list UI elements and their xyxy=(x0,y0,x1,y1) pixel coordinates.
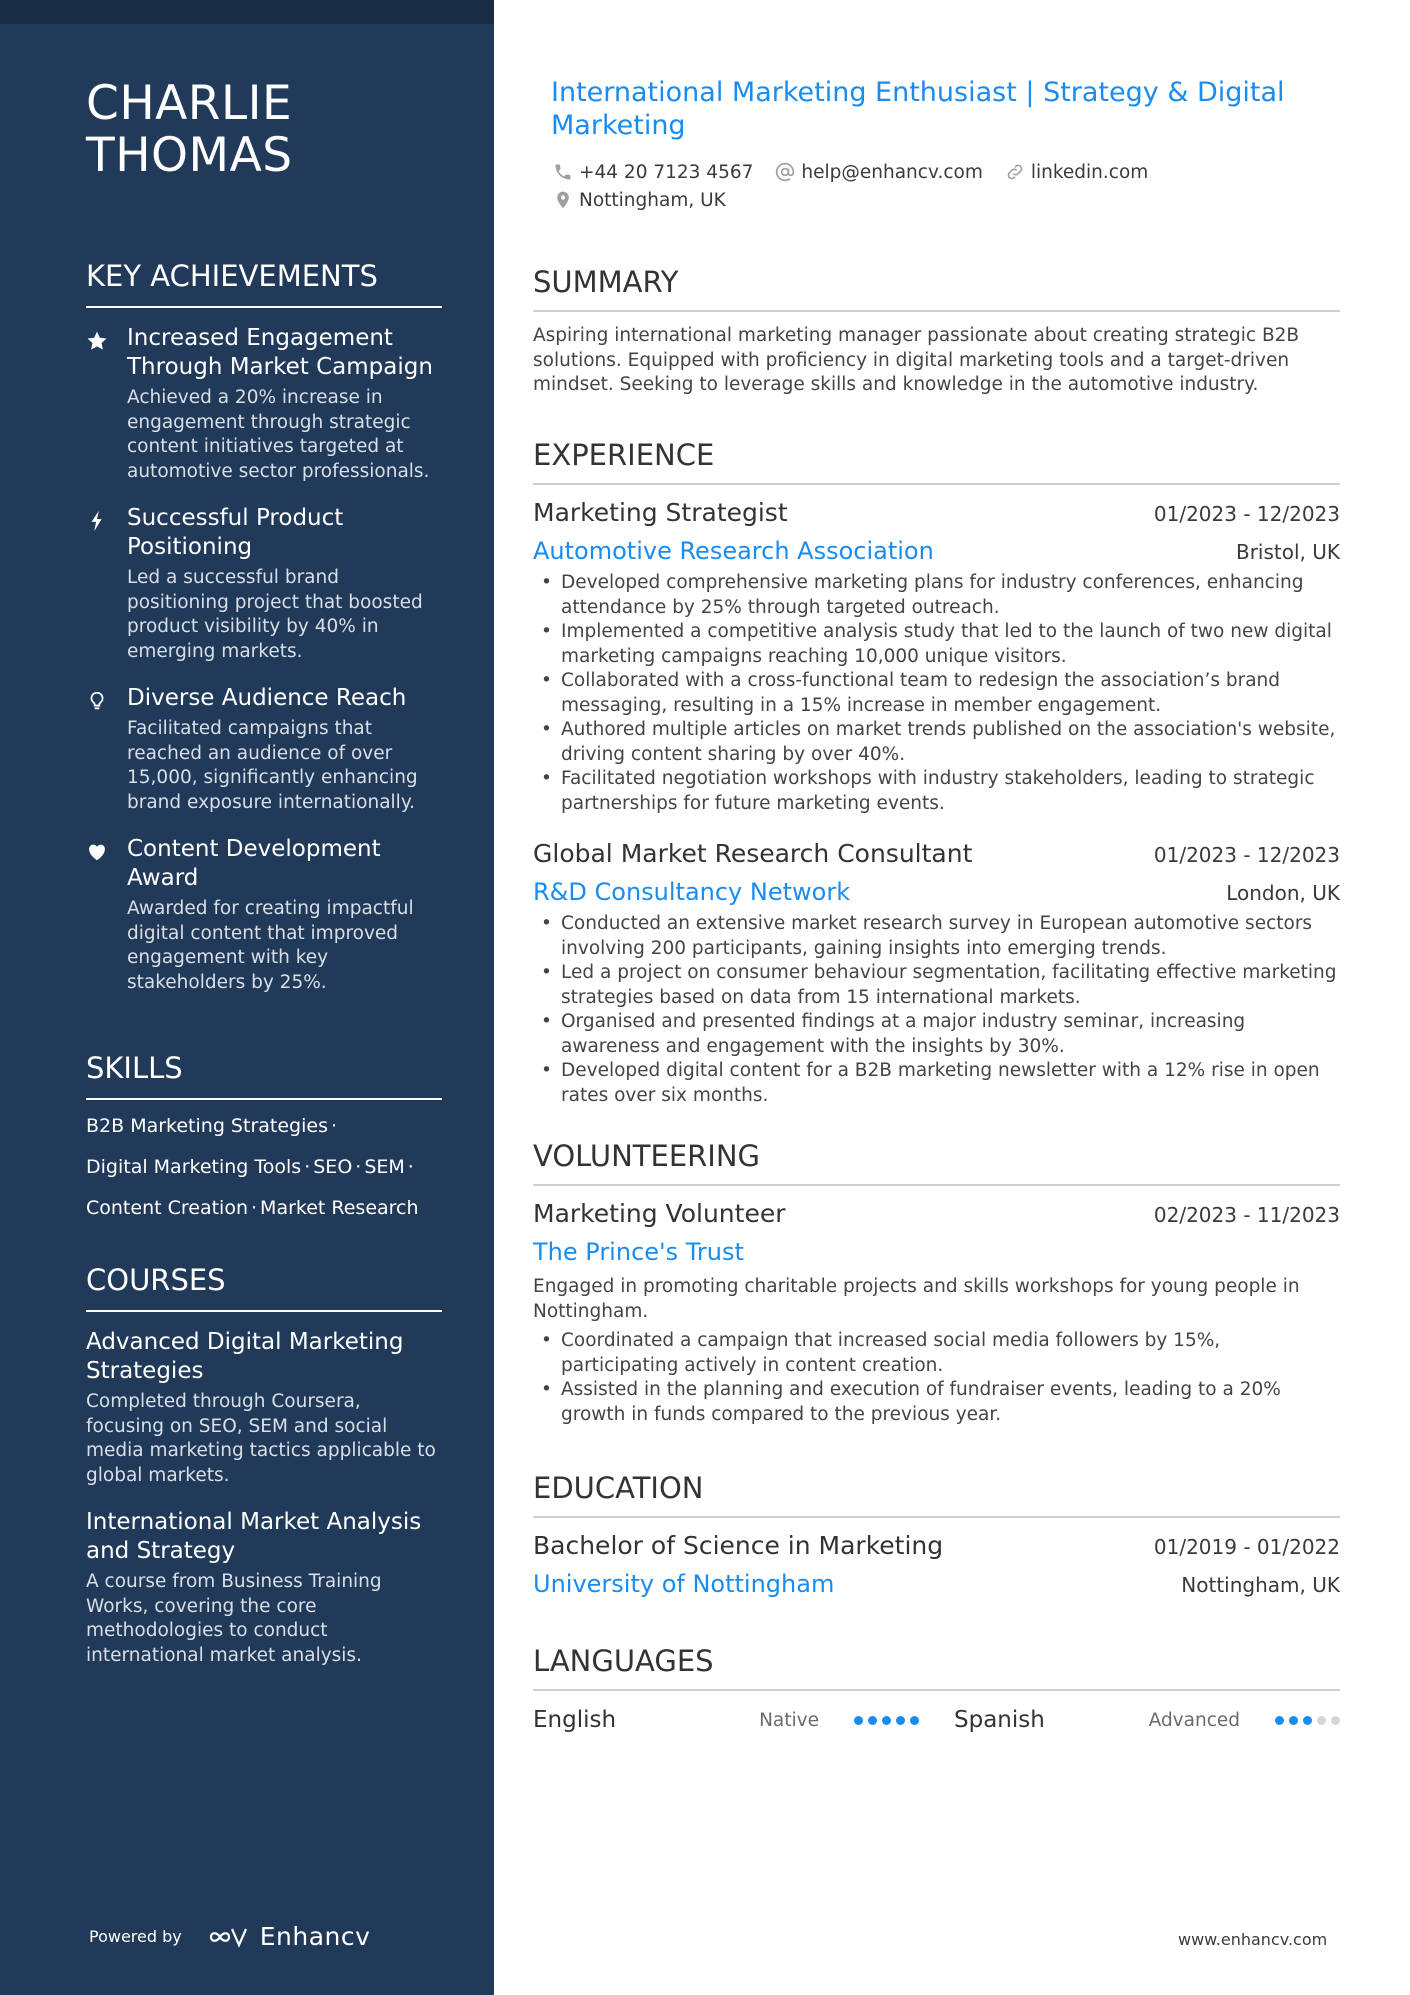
skill-item: Market Research xyxy=(260,1197,419,1219)
courses-section xyxy=(86,1262,442,1688)
course-title: International Market Analysis and Strategy xyxy=(86,1509,422,1564)
powered-by xyxy=(89,1922,370,1951)
email-contact[interactable] xyxy=(775,162,982,183)
name-first: CHARLIE xyxy=(86,76,293,131)
contact-info xyxy=(553,158,1333,214)
phone-contact[interactable] xyxy=(553,162,753,183)
job-dates: 01/2023 - 12/2023 xyxy=(1153,843,1340,867)
location-pin-icon xyxy=(553,190,573,210)
phone-text: +44 20 7123 4567 xyxy=(579,161,754,183)
job-company: R&D Consultancy Network xyxy=(533,878,851,906)
experience-title: EXPERIENCE xyxy=(533,437,1340,485)
course-title: Advanced Digital Marketing Strategies xyxy=(86,1329,404,1384)
achievement-item xyxy=(86,324,442,484)
volunteer-entry xyxy=(533,1198,1340,1427)
name-last: THOMAS xyxy=(86,128,293,183)
headline: International Marketing Enthusiast | Strategy & Digital Marketing xyxy=(551,77,1285,141)
volunteer-role: Marketing Volunteer xyxy=(533,1199,786,1228)
star-icon xyxy=(86,330,108,352)
job-role: Marketing Strategist xyxy=(533,498,788,527)
job-entry xyxy=(533,497,1340,816)
bullet-item: • Authored multiple articles on market trends published on the association's website, driving content sharing by over 40%. xyxy=(533,718,1340,767)
achievement-item xyxy=(86,684,442,815)
job-bullets xyxy=(533,912,1340,1108)
achievement-desc: Awarded for creating impactful digital content that improved engagement with key stakeholders by 25%. xyxy=(127,898,414,993)
lightbulb-icon xyxy=(86,690,108,712)
education-section xyxy=(533,1470,1340,1621)
bullet-item: • Collaborated with a cross-functional team to redesign the association’s brand messaging, resulting in a 15% increase in member engagement. xyxy=(533,669,1340,718)
experience-section xyxy=(533,437,1340,1130)
skill-item: SEM xyxy=(364,1156,405,1178)
volunteering-section xyxy=(533,1138,1340,1449)
contact-row xyxy=(553,158,1333,186)
education-entry xyxy=(533,1530,1340,1599)
education-location: Nottingham, UK xyxy=(1181,1573,1340,1597)
achievement-title: Increased Engagement Through Market Campaign xyxy=(127,325,433,380)
proficiency-dot-filled xyxy=(868,1716,877,1725)
skill-separator: · xyxy=(251,1197,258,1219)
skills-title: SKILLS xyxy=(86,1050,442,1100)
proficiency-dot-filled xyxy=(1275,1716,1284,1725)
bullet-item: • Led a project on consumer behaviour segmentation, facilitating effective marketing strategies based on data from 15 international markets. xyxy=(533,961,1340,1010)
course-desc: A course from Business Training Works, covering the core methodologies to conduct international market analysis. xyxy=(86,1571,382,1666)
skill-line xyxy=(86,1196,442,1220)
achievement-title: Successful Product Positioning xyxy=(127,505,344,560)
course-item xyxy=(86,1328,442,1488)
skill-separator: · xyxy=(330,1115,338,1137)
enhancv-logo-text: Enhancv xyxy=(259,1922,371,1951)
sidebar xyxy=(0,0,494,1995)
education-title: EDUCATION xyxy=(533,1470,1340,1518)
skill-separator: · xyxy=(355,1156,362,1178)
linkedin-text: linkedin.com xyxy=(1030,161,1149,183)
language-item xyxy=(533,1707,919,1733)
bullet-item: • Coordinated a campaign that increased social media followers by 15%, participating actively in content creation. xyxy=(533,1329,1340,1378)
volunteer-bullets xyxy=(533,1329,1340,1427)
job-role: Global Market Research Consultant xyxy=(533,839,973,868)
language-dots xyxy=(1270,1716,1340,1725)
degree: Bachelor of Science in Marketing xyxy=(533,1531,944,1560)
achievement-desc: Led a successful brand positioning project that boosted product visibility by 40% in emerging markets. xyxy=(127,567,423,662)
sidebar-top-bar xyxy=(0,0,494,24)
language-dots xyxy=(849,1716,919,1725)
proficiency-dot-filled xyxy=(882,1716,891,1725)
achievement-item xyxy=(86,504,442,664)
location-text: Nottingham, UK xyxy=(579,189,726,211)
enhancv-logo[interactable] xyxy=(208,1922,371,1951)
job-entry xyxy=(533,838,1340,1108)
language-item xyxy=(954,1707,1340,1733)
lightning-icon xyxy=(86,510,108,532)
proficiency-dot-filled xyxy=(910,1716,919,1725)
achievements-section xyxy=(86,258,442,1015)
powered-by-label: Powered by xyxy=(89,1927,182,1946)
skill-separator: · xyxy=(407,1156,414,1178)
skill-line xyxy=(86,1114,442,1138)
location-contact xyxy=(553,190,726,211)
email-text: help@enhancv.com xyxy=(801,161,983,183)
courses-title: COURSES xyxy=(86,1262,442,1312)
bullet-item: • Conducted an extensive market research survey in European automotive sectors involving 200 participants, gaining insights into emerging trends. xyxy=(533,912,1340,961)
achievement-title: Diverse Audience Reach xyxy=(127,685,407,711)
course-item xyxy=(86,1508,442,1668)
proficiency-dot-empty xyxy=(1331,1716,1340,1725)
proficiency-dot-filled xyxy=(1303,1716,1312,1725)
skill-item: Content Creation xyxy=(86,1197,248,1219)
bullet-item: • Assisted in the planning and execution of fundraiser events, leading to a 20% growth in funds compared to the previous year. xyxy=(533,1378,1340,1427)
summary-text: Aspiring international marketing manager passionate about creating strategic B2B solutions. Equipped with proficiency in digital marketing tools and a target-driven mindset. Seeking to leverage skills and knowledge in the automotive industry. xyxy=(533,325,1300,395)
proficiency-dot-empty xyxy=(1317,1716,1326,1725)
enhancv-logo-icon xyxy=(208,1925,254,1949)
bullet-item: • Facilitated negotiation workshops with industry stakeholders, leading to strategic partnerships for future marketing events. xyxy=(533,767,1340,816)
skill-item: Digital Marketing Tools xyxy=(86,1156,302,1178)
volunteer-org: The Prince's Trust xyxy=(533,1238,744,1266)
bullet-item: • Developed comprehensive marketing plans for industry conferences, enhancing attendance by 25% through targeted outreach. xyxy=(533,571,1340,620)
achievement-desc: Facilitated campaigns that reached an audience of over 15,000, significantly enhancing brand exposure internationally. xyxy=(127,718,418,813)
languages-title: LANGUAGES xyxy=(533,1643,1340,1691)
website-link[interactable]: www.enhancv.com xyxy=(1178,1930,1328,1949)
achievement-desc: Achieved a 20% increase in engagement through strategic content initiatives targeted at automotive sector professionals. xyxy=(127,387,430,482)
candidate-name xyxy=(86,78,466,182)
volunteer-dates: 02/2023 - 11/2023 xyxy=(1153,1203,1340,1227)
language-name: English xyxy=(533,1707,617,1733)
job-bullets xyxy=(533,571,1340,816)
education-dates: 01/2019 - 01/2022 xyxy=(1153,1535,1340,1559)
summary-title: SUMMARY xyxy=(533,264,1340,312)
job-dates: 01/2023 - 12/2023 xyxy=(1153,502,1340,526)
job-company: Automotive Research Association xyxy=(533,537,934,565)
job-location: Bristol, UK xyxy=(1235,540,1340,564)
volunteer-desc: Engaged in promoting charitable projects and skills workshops for young people in Nottingham. xyxy=(533,1276,1300,1322)
proficiency-dot-filled xyxy=(896,1716,905,1725)
language-level: Native xyxy=(759,1709,819,1731)
achievement-title: Content Development Award xyxy=(127,836,381,891)
contact-row xyxy=(553,186,1333,214)
school: University of Nottingham xyxy=(533,1570,835,1598)
achievements-title: KEY ACHIEVEMENTS xyxy=(86,258,442,308)
bullet-item: • Implemented a competitive analysis study that led to the launch of two new digital marketing campaigns reaching 10,000 unique visitors. xyxy=(533,620,1340,669)
skill-line xyxy=(86,1155,442,1179)
at-icon xyxy=(775,162,795,182)
languages-list xyxy=(533,1703,1340,1737)
summary-section xyxy=(533,264,1340,398)
course-desc: Completed through Coursera, focusing on SEO, SEM and social media marketing tactics applicable to global markets. xyxy=(86,1391,436,1486)
bullet-item: • Organised and presented findings at a major industry seminar, increasing awareness and engagement with the insights by 30%. xyxy=(533,1010,1340,1059)
languages-section xyxy=(533,1643,1340,1737)
job-location: London, UK xyxy=(1226,881,1340,905)
language-name: Spanish xyxy=(954,1707,1045,1733)
proficiency-dot-filled xyxy=(1289,1716,1298,1725)
phone-icon xyxy=(553,162,573,182)
skill-item: SEO xyxy=(313,1156,353,1178)
achievement-item xyxy=(86,835,442,995)
bullet-item: • Developed digital content for a B2B marketing newsletter with a 12% rise in open rates over six months. xyxy=(533,1059,1340,1108)
heart-icon xyxy=(86,841,108,863)
volunteering-title: VOLUNTEERING xyxy=(533,1138,1340,1186)
linkedin-contact[interactable] xyxy=(1005,162,1148,183)
skill-separator: · xyxy=(304,1156,311,1178)
skill-item: B2B Marketing Strategies xyxy=(86,1115,328,1137)
link-icon xyxy=(1005,162,1025,182)
language-level: Advanced xyxy=(1148,1709,1240,1731)
proficiency-dot-filled xyxy=(854,1716,863,1725)
skills-section xyxy=(86,1050,442,1237)
